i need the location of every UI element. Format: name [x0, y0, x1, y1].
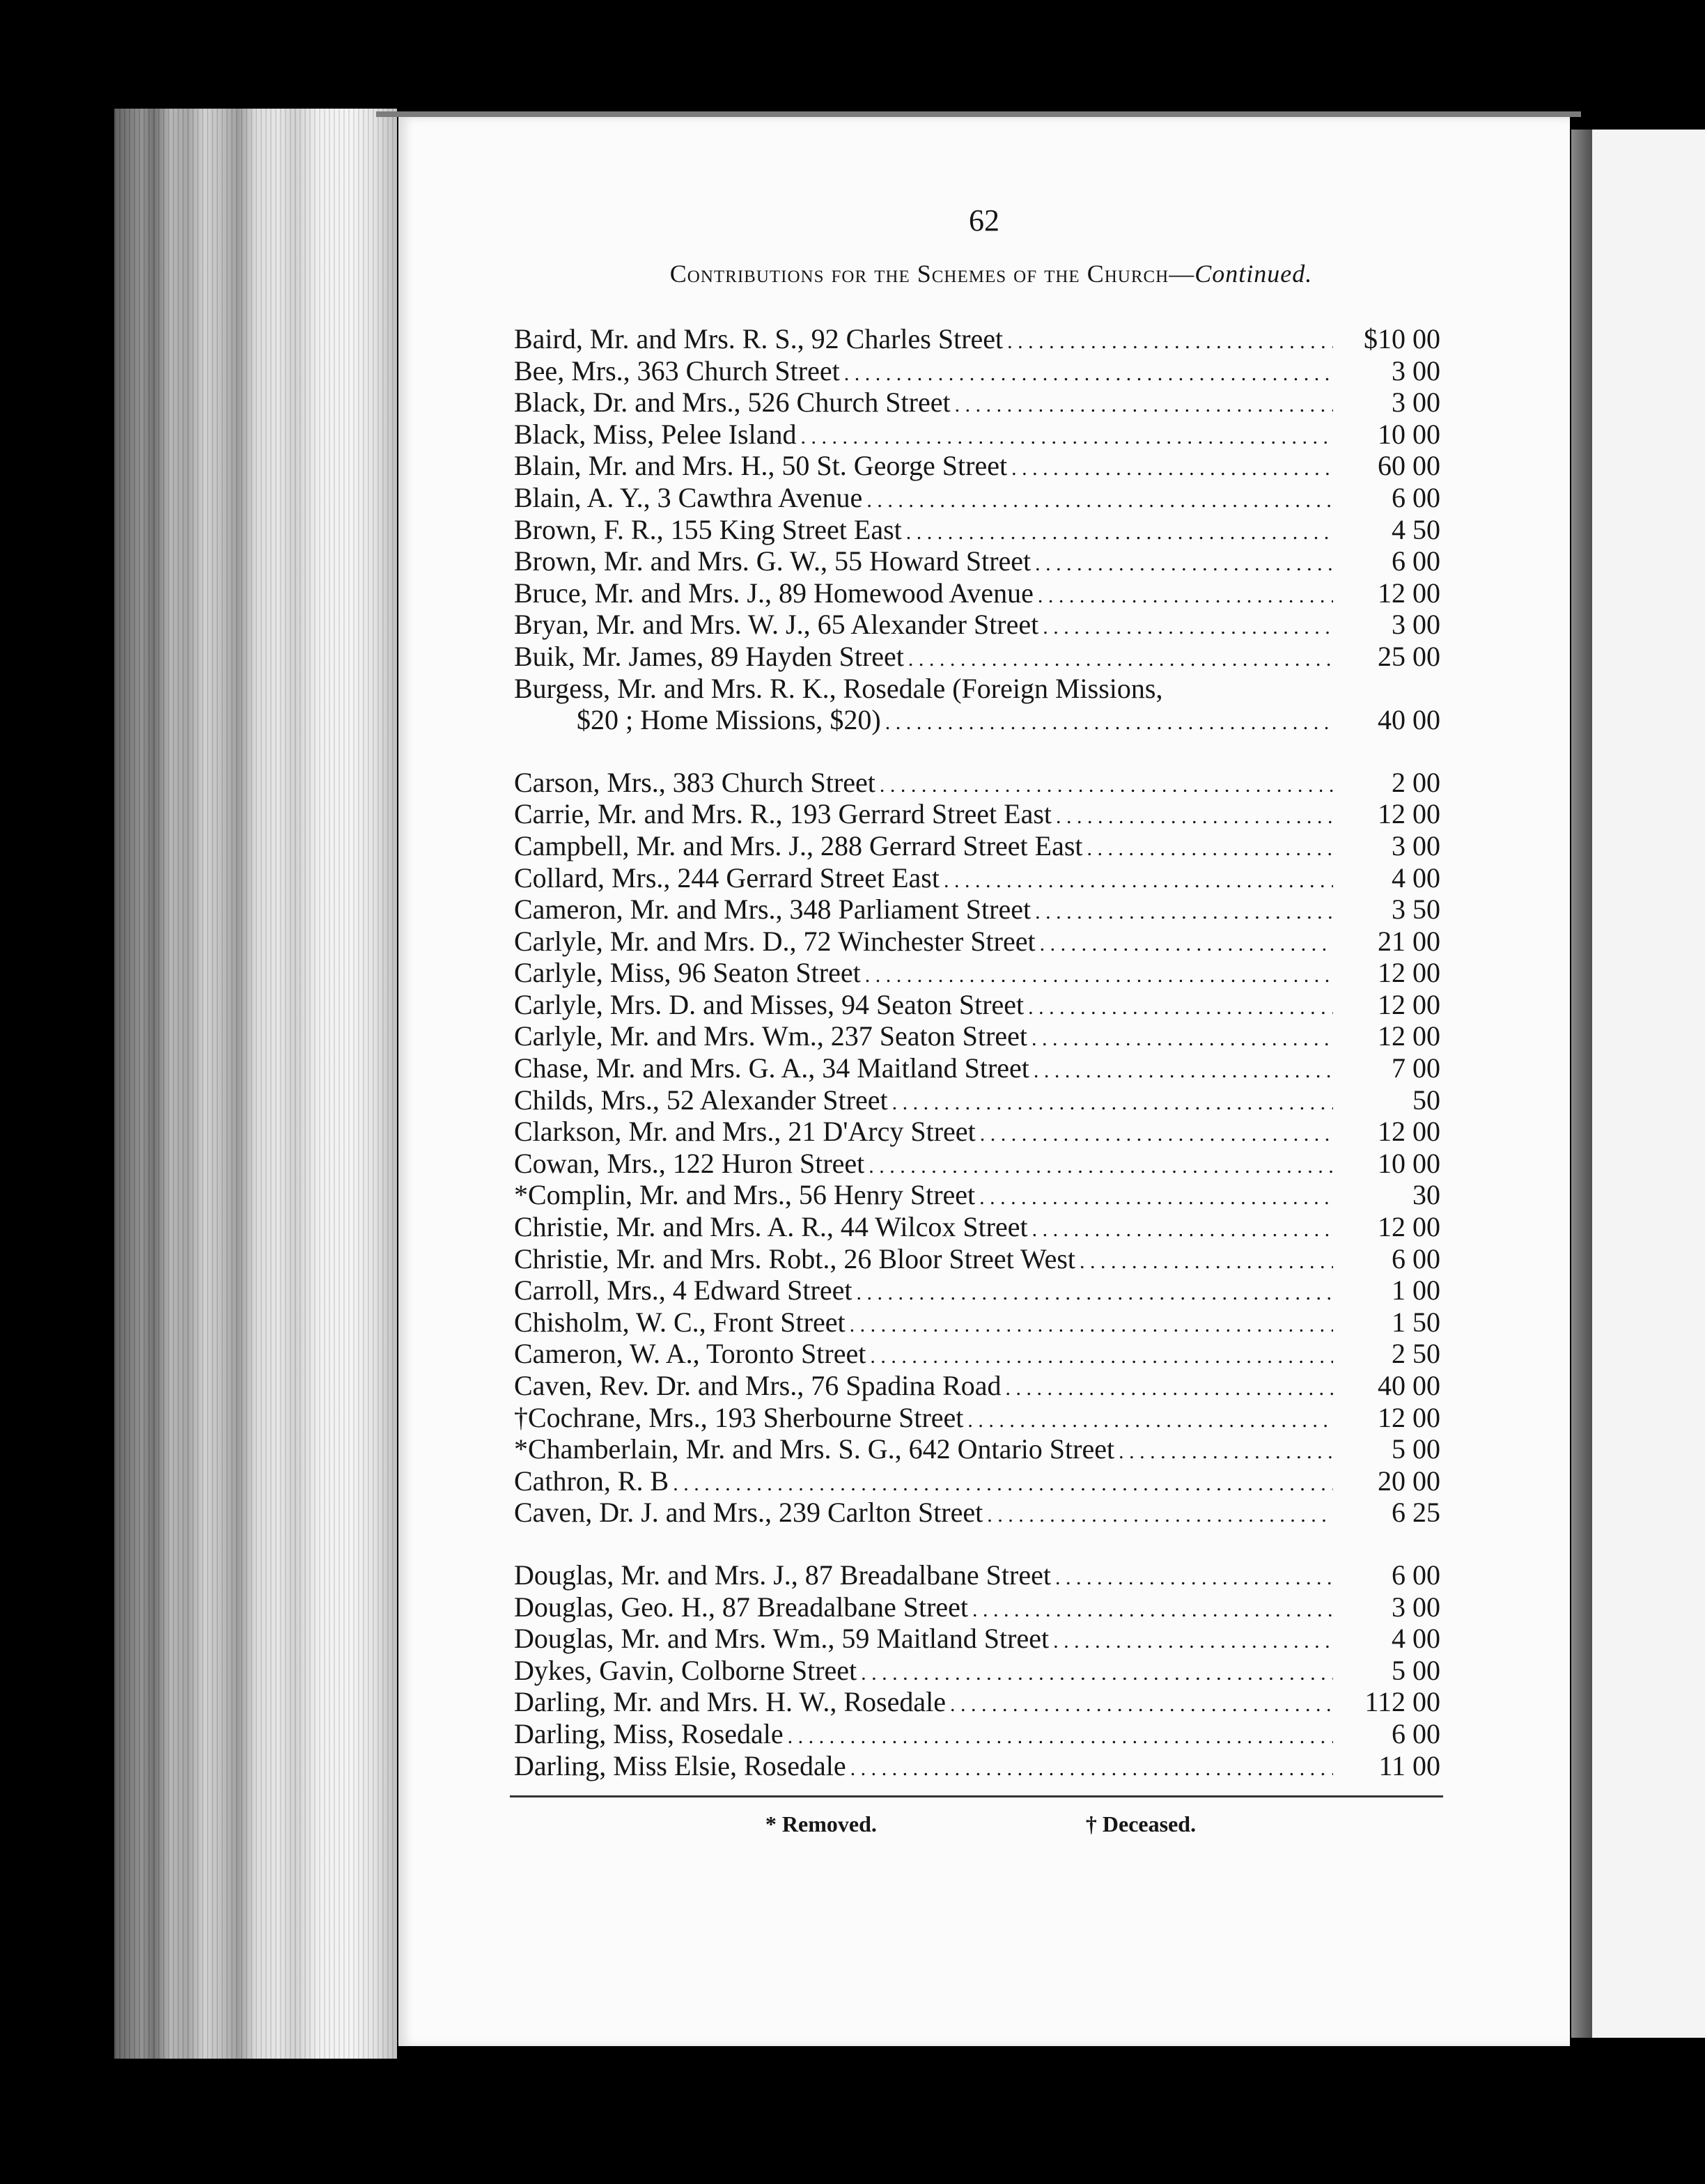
contribution-row	[514, 355, 1440, 387]
contribution-row	[514, 577, 1440, 609]
contributor-name: Cameron, Mr. and Mrs., 348 Parliament Street	[514, 894, 1031, 926]
leader-dots	[944, 865, 1333, 897]
contribution-row	[514, 830, 1440, 862]
contributor-name: Chisholm, W. C., Front Street	[514, 1306, 846, 1338]
contribution-amount: $10 00	[1364, 323, 1440, 354]
contribution-amount: 40 00	[1378, 704, 1440, 736]
contribution-amount: 12 00	[1378, 577, 1440, 609]
leader-dots	[1035, 896, 1333, 928]
contributor-name: Chase, Mr. and Mrs. G. A., 34 Maitland Street	[514, 1052, 1029, 1084]
contributor-name: Douglas, Mr. and Mrs. J., 87 Breadalbane Street	[514, 1559, 1051, 1591]
leader-dots	[1035, 548, 1333, 580]
contributor-name: *Complin, Mr. and Mrs., 56 Henry Street	[514, 1179, 976, 1211]
contributor-name: Caven, Dr. J. and Mrs., 239 Carlton Street	[514, 1497, 983, 1529]
leader-dots	[1038, 580, 1333, 612]
contributor-name: Brown, F. R., 155 King Street East	[514, 513, 902, 545]
contribution-row	[514, 673, 1440, 705]
contributor-name: Clarkson, Mr. and Mrs., 21 D'Arcy Street	[514, 1116, 976, 1148]
leader-dots	[869, 1150, 1333, 1183]
contribution-row	[514, 926, 1440, 958]
contribution-row	[514, 1591, 1440, 1623]
contributor-name: Douglas, Mr. and Mrs. Wm., 59 Maitland Street	[514, 1623, 1050, 1655]
contributor-name: Cathron, R. B	[514, 1465, 669, 1497]
contribution-row	[514, 704, 1440, 736]
contribution-row	[514, 1179, 1440, 1211]
leader-dots	[788, 1721, 1333, 1753]
contributor-name: Darling, Mr. and Mrs. H. W., Rosedale	[514, 1686, 946, 1718]
contributor-name: †Cochrane, Mrs., 193 Sherbourne Street	[514, 1401, 964, 1433]
contribution-amount: 6 00	[1392, 1717, 1440, 1749]
contributor-name: Carlyle, Mr. and Mrs. D., 72 Winchester Street	[514, 925, 1036, 957]
contribution-amount: 12 00	[1378, 1116, 1440, 1148]
contributor-name: Carroll, Mrs., 4 Edward Street	[514, 1274, 852, 1306]
leader-dots	[906, 517, 1333, 549]
contributor-name: Dykes, Gavin, Colborne Street	[514, 1654, 857, 1686]
contribution-amount: 1 50	[1392, 1306, 1440, 1338]
contribution-amount: 12 00	[1378, 957, 1440, 989]
leader-dots	[1040, 928, 1333, 960]
contribution-amount: 12 00	[1378, 1211, 1440, 1243]
contribution-row	[514, 767, 1440, 799]
contributor-name: Campbell, Mr. and Mrs. J., 288 Gerrard Street East	[514, 829, 1083, 861]
contributor-name: Darling, Miss Elsie, Rosedale	[514, 1749, 846, 1781]
contribution-row	[514, 1559, 1440, 1591]
contribution-amount: 40 00	[1378, 1370, 1440, 1401]
contribution-row	[514, 387, 1440, 419]
contribution-row	[514, 1274, 1440, 1306]
contributor-name: Douglas, Geo. H., 87 Breadalbane Street	[514, 1591, 969, 1623]
contributor-name: Black, Miss, Pelee Island	[514, 418, 797, 450]
page-content	[514, 194, 1440, 1837]
footnote-rule	[510, 1795, 1443, 1797]
contribution-row	[514, 1211, 1440, 1243]
contribution-amount: 6 00	[1392, 481, 1440, 513]
contribution-row	[514, 1402, 1440, 1434]
leader-dots	[972, 1594, 1333, 1626]
leader-dots	[1006, 1373, 1333, 1405]
heading-main: Contributions for the Schemes of the Church—	[669, 260, 1195, 288]
contribution-row	[514, 957, 1440, 989]
contribution-amount: 4 00	[1392, 1623, 1440, 1655]
contribution-amount: 3 50	[1392, 894, 1440, 926]
contribution-row	[514, 1433, 1440, 1465]
leader-dots	[850, 1753, 1333, 1785]
contribution-row	[514, 1750, 1440, 1782]
contribution-row	[514, 1623, 1440, 1655]
contribution-row	[514, 323, 1440, 355]
leader-dots	[1080, 1246, 1333, 1278]
page-top-edge	[376, 111, 1581, 117]
contribution-amount: 12 00	[1378, 988, 1440, 1020]
leader-dots	[1043, 611, 1333, 644]
leader-dots	[1053, 1625, 1333, 1658]
leader-dots	[950, 1689, 1333, 1721]
contributor-name: Carrie, Mr. and Mrs. R., 193 Gerrard Street East	[514, 798, 1052, 830]
contributor-name: Carlyle, Mrs. D. and Misses, 94 Seaton Street	[514, 988, 1025, 1020]
contribution-row	[514, 1084, 1440, 1116]
contributor-name: Buik, Mr. James, 89 Hayden Street	[514, 640, 904, 672]
leader-dots	[892, 1087, 1333, 1119]
page-number: 62	[969, 203, 999, 237]
contribution-row	[514, 545, 1440, 577]
contributor-name: Blain, Mr. and Mrs. H., 50 St. George Street	[514, 450, 1008, 482]
page-heading	[514, 248, 1440, 299]
contribution-amount: 3 00	[1392, 1591, 1440, 1623]
contribution-amount: 11 00	[1378, 1749, 1440, 1781]
leader-dots	[865, 960, 1333, 992]
leader-dots	[1028, 992, 1333, 1024]
leader-dots	[866, 485, 1333, 517]
contribution-amount: 2 00	[1392, 766, 1440, 798]
leader-dots	[1032, 1214, 1333, 1246]
contribution-row	[514, 894, 1440, 926]
contribution-amount: 50	[1412, 1084, 1440, 1116]
contribution-amount: 20 00	[1378, 1465, 1440, 1497]
leader-dots	[673, 1468, 1333, 1500]
contribution-amount: 21 00	[1378, 925, 1440, 957]
leader-dots	[980, 1118, 1333, 1150]
contributor-name: Black, Dr. and Mrs., 526 Church Street	[514, 387, 951, 419]
contribution-row	[514, 609, 1440, 641]
contribution-section	[514, 767, 1440, 1529]
leader-dots	[861, 1658, 1333, 1690]
leader-dots	[979, 1182, 1333, 1214]
contribution-amount: 3 00	[1392, 354, 1440, 387]
contribution-row	[514, 989, 1440, 1021]
contribution-row	[514, 1306, 1440, 1339]
contribution-row	[514, 1497, 1440, 1529]
contribution-amount: 3 00	[1392, 829, 1440, 861]
contribution-amount: 3 00	[1392, 609, 1440, 641]
footnote-removed: * Removed.	[765, 1811, 877, 1837]
contribution-row	[514, 1338, 1440, 1370]
contribution-row	[514, 641, 1440, 673]
page-stack-edges	[114, 109, 397, 2059]
contribution-amount: 1 00	[1392, 1274, 1440, 1306]
contribution-amount: 7 00	[1392, 1052, 1440, 1084]
leader-dots	[885, 707, 1333, 739]
leader-dots	[1007, 326, 1333, 358]
leader-dots	[1011, 453, 1333, 485]
contributor-name: Bee, Mrs., 363 Church Street	[514, 354, 840, 387]
contribution-amount: 12 00	[1378, 798, 1440, 830]
contribution-row	[514, 1116, 1440, 1148]
contributor-name: Cowan, Mrs., 122 Huron Street	[514, 1147, 865, 1179]
contribution-amount: 25 00	[1378, 640, 1440, 672]
contribution-amount: 10 00	[1378, 418, 1440, 450]
leader-dots	[880, 770, 1333, 802]
contribution-amount: 6 00	[1392, 1242, 1440, 1274]
gutter-shadow	[1571, 130, 1592, 2038]
contributor-name: $20 ; Home Missions, $20)	[577, 704, 881, 736]
contributor-name: *Chamberlain, Mr. and Mrs. S. G., 642 Ontario Street	[514, 1433, 1115, 1465]
leader-dots	[801, 421, 1334, 453]
leader-dots	[1031, 1023, 1333, 1055]
contribution-list	[514, 323, 1440, 1781]
leader-dots	[850, 1309, 1333, 1341]
contribution-amount: 6 25	[1392, 1497, 1440, 1529]
heading-continued: Continued.	[1194, 260, 1313, 288]
contribution-row	[514, 1243, 1440, 1275]
contributor-name: Burgess, Mr. and Mrs. R. K., Rosedale (Foreign Missions,	[514, 672, 1163, 704]
contributor-name: Christie, Mr. and Mrs. A. R., 44 Wilcox Street	[514, 1211, 1028, 1243]
contributor-name: Blain, A. Y., 3 Cawthra Avenue	[514, 481, 863, 513]
leader-dots	[856, 1277, 1333, 1309]
leader-dots	[1056, 801, 1333, 833]
leader-dots	[955, 389, 1333, 421]
contribution-row	[514, 1718, 1440, 1750]
contributor-name: Bruce, Mr. and Mrs. J., 89 Homewood Avenue	[514, 577, 1034, 609]
contribution-amount: 5 00	[1392, 1654, 1440, 1686]
contributor-name: Darling, Miss, Rosedale	[514, 1717, 784, 1749]
contribution-row	[514, 1020, 1440, 1052]
contribution-row	[514, 1686, 1440, 1718]
contributor-name: Caven, Rev. Dr. and Mrs., 76 Spadina Road	[514, 1370, 1002, 1401]
contribution-row	[514, 1148, 1440, 1180]
leader-dots	[967, 1405, 1333, 1437]
footnote-deceased: † Deceased.	[1085, 1811, 1197, 1837]
contribution-row	[514, 1052, 1440, 1084]
contribution-row	[514, 862, 1440, 894]
contributor-name: Carlyle, Mr. and Mrs. Wm., 237 Seaton Street	[514, 1020, 1027, 1052]
leader-dots	[844, 358, 1333, 390]
contribution-section	[514, 1559, 1440, 1781]
leader-dots	[987, 1499, 1333, 1531]
footnotes	[514, 1811, 1440, 1837]
contribution-amount: 12 00	[1378, 1401, 1440, 1433]
contribution-amount: 6 00	[1392, 1559, 1440, 1591]
facing-page-edge	[1592, 130, 1705, 2038]
leader-dots	[1087, 833, 1333, 865]
contribution-section	[514, 323, 1440, 736]
leader-dots	[908, 644, 1333, 676]
contribution-row	[514, 450, 1440, 482]
contributor-name: Carlyle, Miss, 96 Seaton Street	[514, 957, 861, 989]
contribution-amount: 6 00	[1392, 545, 1440, 577]
contribution-row	[514, 1465, 1440, 1497]
contribution-row	[514, 1370, 1440, 1402]
contributor-name: Carson, Mrs., 383 Church Street	[514, 766, 875, 798]
contribution-row	[514, 1655, 1440, 1687]
contribution-amount: 112 00	[1364, 1686, 1440, 1718]
contribution-amount: 4 50	[1392, 513, 1440, 545]
leader-dots	[1055, 1562, 1333, 1594]
contributor-name: Cameron, W. A., Toronto Street	[514, 1338, 866, 1370]
contributor-name: Baird, Mr. and Mrs. R. S., 92 Charles Street	[514, 323, 1004, 354]
contribution-amount: 4 00	[1392, 861, 1440, 894]
contribution-amount: 10 00	[1378, 1147, 1440, 1179]
contribution-amount: 5 00	[1392, 1433, 1440, 1465]
contribution-row	[514, 514, 1440, 546]
contribution-row	[514, 798, 1440, 830]
contributor-name: Childs, Mrs., 52 Alexander Street	[514, 1084, 888, 1116]
contributor-name: Collard, Mrs., 244 Gerrard Street East	[514, 861, 940, 894]
contributor-name: Brown, Mr. and Mrs. G. W., 55 Howard Street	[514, 545, 1031, 577]
contribution-amount: 30	[1412, 1179, 1440, 1211]
contribution-amount: 2 50	[1392, 1338, 1440, 1370]
leader-dots	[870, 1341, 1333, 1373]
contribution-row	[514, 482, 1440, 514]
contributor-name: Christie, Mr. and Mrs. Robt., 26 Bloor Street West	[514, 1242, 1076, 1274]
contribution-amount: 60 00	[1378, 450, 1440, 482]
contribution-row	[514, 419, 1440, 451]
contribution-amount: 12 00	[1378, 1020, 1440, 1052]
leader-dots	[1119, 1436, 1333, 1468]
contributor-name: Bryan, Mr. and Mrs. W. J., 65 Alexander Street	[514, 609, 1039, 641]
leader-dots	[1034, 1055, 1333, 1087]
contribution-amount: 3 00	[1392, 387, 1440, 419]
